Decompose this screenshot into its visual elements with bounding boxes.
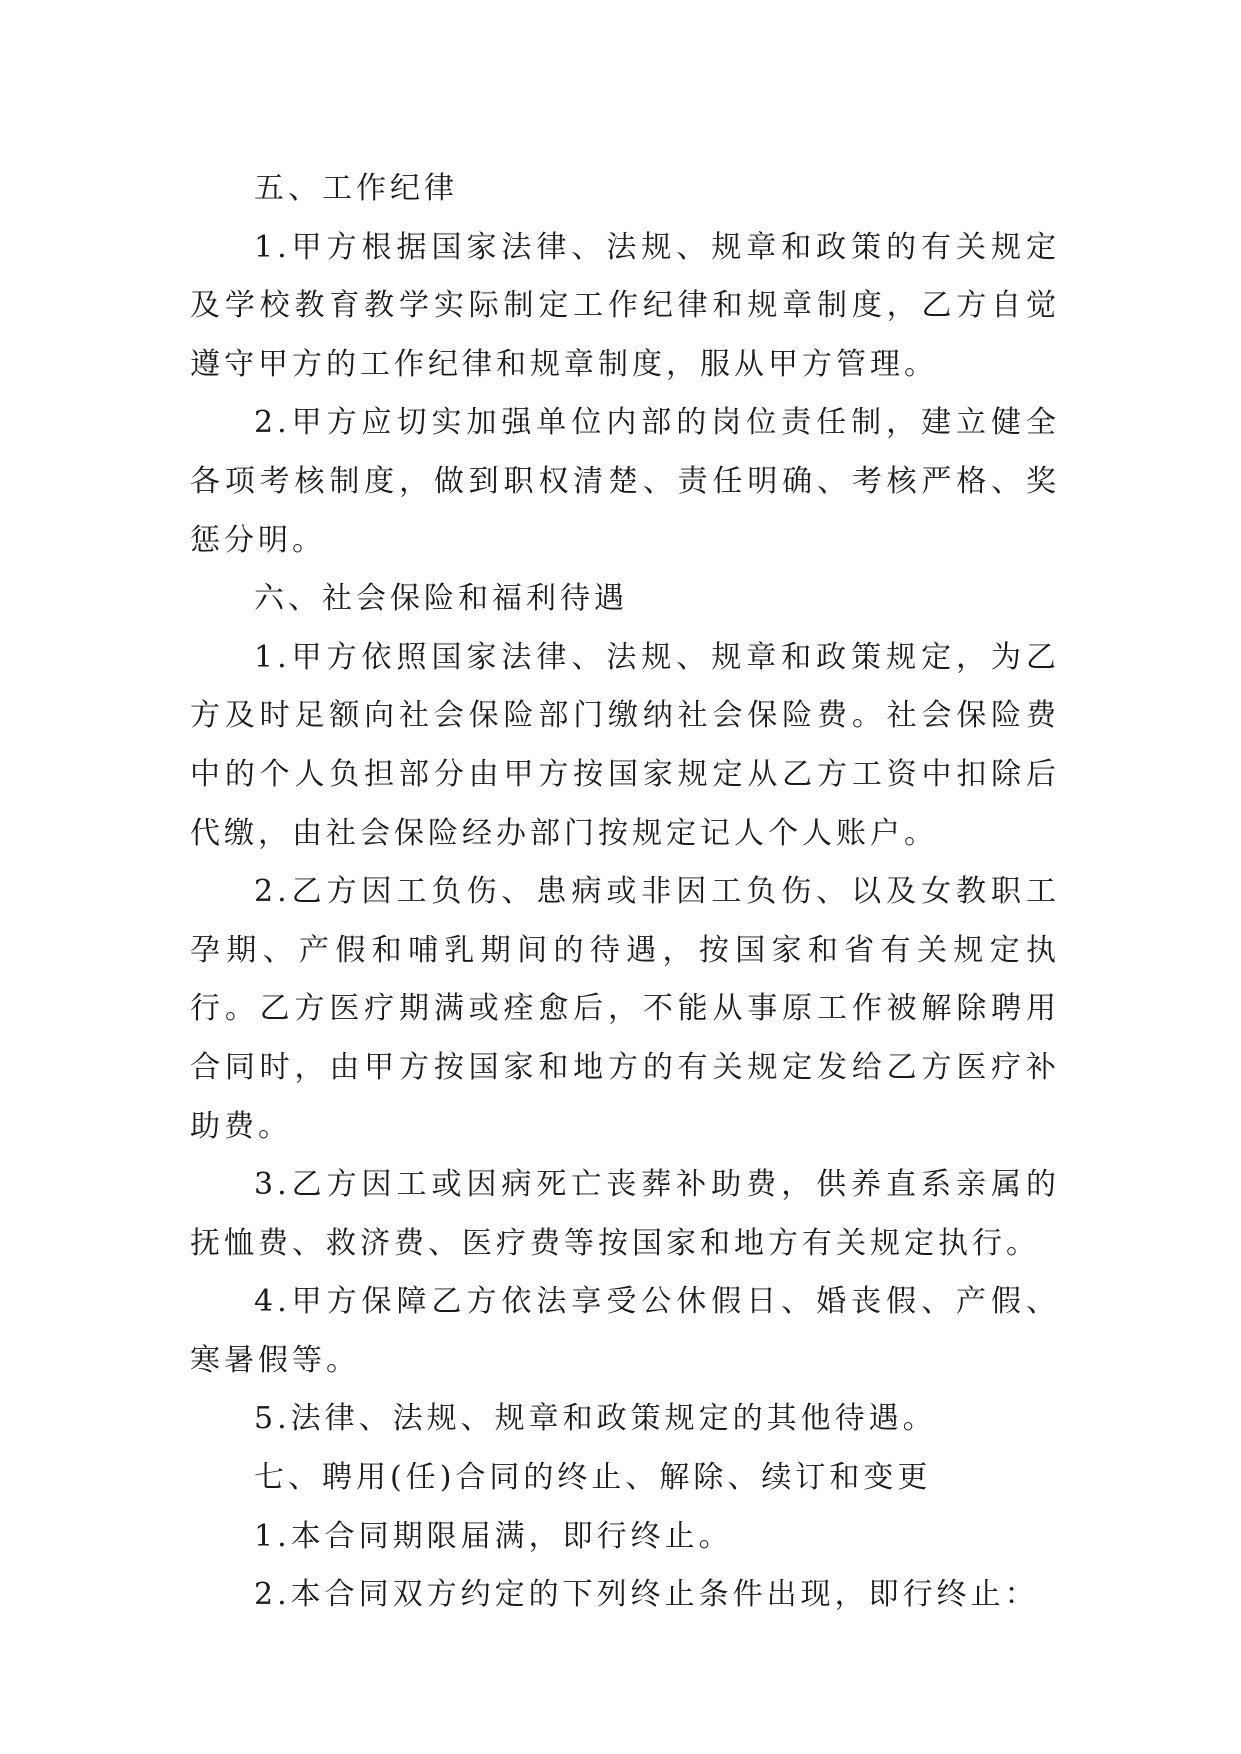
paragraph-6-3: 3.乙方因工或因病死亡丧葬补助费，供养直系亲属的抚恤费、救济费、医疗费等按国家和地方有关规定执行。 (190, 1167, 1060, 1261)
paragraph-6-5: 5.法律、法规、规章和政策规定的其他待遇。 (254, 1401, 937, 1437)
paragraph-6-1: 1.甲方依照国家法律、法规、规章和政策规定，为乙方及时足额向社会保险部门缴纳社会保险费。社会保险费中的个人负担部分由甲方按国家规定从乙方工资中扣除后代缴，由社会保险经办部门按规定记人个人账户。 (190, 639, 1060, 851)
paragraph-7-2: 2.本合同双方约定的下列终止条件出现，即行终止： (254, 1577, 1039, 1613)
paragraph-5-2: 2.甲方应切实加强单位内部的岗位责任制，建立健全各项考核制度，做到职权清楚、责任明确、考核严格、奖惩分明。 (190, 405, 1060, 558)
paragraph-6-2: 2.乙方因工负伤、患病或非因工负伤、以及女教职工孕期、产假和哺乳期间的待遇，按国家和省有关规定执行。乙方医疗期满或痊愈后，不能从事原工作被解除聘用合同时，由甲方按国家和地方的有关规定发给乙方医疗补助费。 (190, 874, 1060, 1144)
section-heading-7: 七、聘用(任)合同的终止、解除、续订和变更 (254, 1460, 932, 1496)
section-heading-5: 五、工作纪律 (254, 171, 458, 206)
document-body (190, 160, 1060, 1625)
section-heading-6: 六、社会保险和福利待遇 (254, 581, 628, 617)
paragraph-5-1: 1.甲方根据国家法律、法规、规章和政策的有关规定及学校教育教学实际制定工作纪律和规章制度，乙方自觉遵守甲方的工作纪律和规章制度，服从甲方管理。 (190, 229, 1060, 382)
paragraph-7-1: 1.本合同期限届满，即行终止。 (254, 1518, 733, 1554)
paragraph-6-4: 4.甲方保障乙方依法享受公休假日、婚丧假、产假、寒暑假等。 (190, 1284, 1060, 1378)
